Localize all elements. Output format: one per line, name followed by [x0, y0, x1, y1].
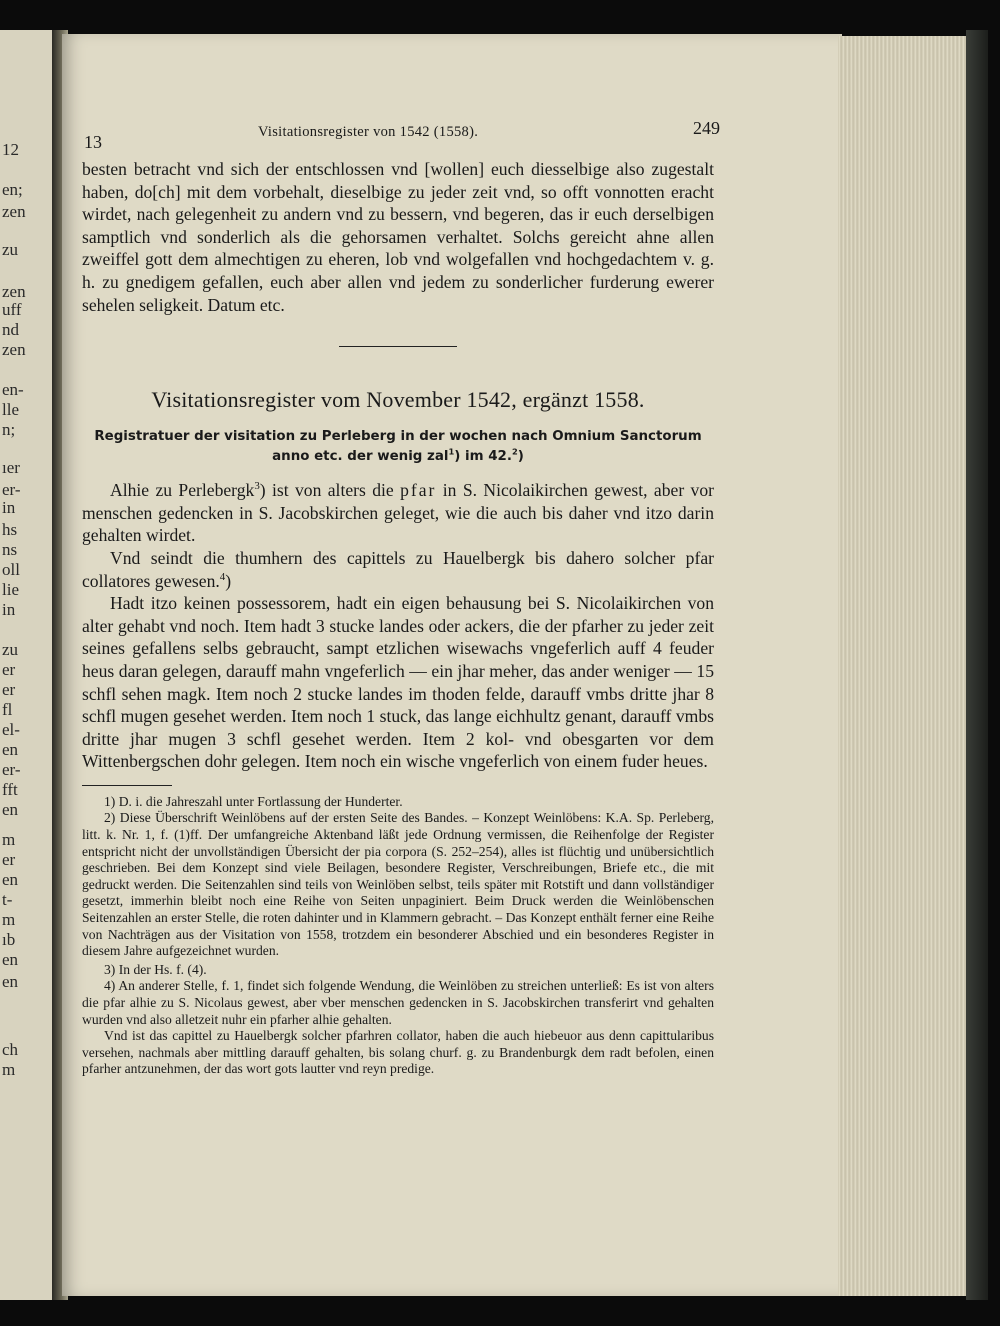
facing-page-fragment: nd	[2, 320, 19, 339]
facing-page-fragment: ch	[2, 1040, 19, 1059]
paragraph-1-part-a: Alhie zu Perlebergk	[110, 480, 255, 501]
facing-page-fragment: er-	[2, 760, 21, 779]
facing-page-fragment: zu	[2, 640, 19, 659]
facing-page-fragment: el-	[2, 720, 20, 739]
intro-paragraph: besten betracht vnd sich der entschlossen vnd [wollen] euch diesselbige also zugestalt haben, do[ch] mit dem vorbehalt, dieselbige zu jeder zeit vnd, so offt vonnotten eracht wirdet, nach gelegenheit zu andern vnd zu bessern, vnd begeren, das ir euch derselbigen samptlich vnd sonderlich als die gehorsamen verhaltet. Solchs gereicht ahne allen zweiffel gott dem almechtigen zu eheren, lob vnd wolgefallen vnd hochgedachtem v. g. h. zu gnedigem gefallen, euch aber allen vnd jedem zu sonderlicher furderung ewerer sehelen seligkeit. Datum etc.	[82, 159, 714, 315]
facing-page-fragment: er-	[2, 480, 21, 499]
facing-page-fragment: zen	[2, 282, 26, 301]
facing-page-fragment: in	[2, 498, 16, 517]
facing-page-fragment: lie	[2, 580, 19, 599]
subtitle-mid: im 42.	[460, 449, 512, 465]
footnote-3: 3) In der Hs. f. (4).	[104, 961, 207, 977]
footnote-4: 4) An anderer Stelle, f. 1, findet sich folgende Wendung, die Weinlöben zu streichen unterließ: Es ist von alters die pfar alhie zu S. Nicolaus gewest, aber vber menschen gedencken in S. Jacobskirchen transferirt vnd gehalten wurden vnd also alletzeit nuhr ein pfarher alhie gehalten.	[82, 978, 714, 1027]
facing-page-fragment: oll	[2, 560, 20, 579]
facing-page-edge	[0, 30, 52, 1300]
footnote-ref-1: 1	[448, 446, 455, 457]
facing-page-fragment: n;	[2, 420, 16, 439]
footnote-ref-2: 2	[511, 446, 518, 457]
paragraph-1-spaced-word: pfar	[400, 480, 437, 501]
facing-page-fragment: en	[2, 950, 19, 969]
facing-page-fragment: ıer	[2, 458, 20, 477]
facing-page-fragment: lle	[2, 400, 19, 419]
section-title: Visitationsregister vom November 1542, ergänzt 1558.	[151, 387, 645, 413]
facing-page-fragment: zen	[2, 340, 26, 359]
facing-page-fragment: en	[2, 800, 19, 819]
facing-page-fragment: m	[2, 1060, 16, 1079]
paragraph-2-part-b: )	[225, 570, 232, 591]
footnote-2: 2) Diese Überschrift Weinlöbens auf der ersten Seite des Bandes. – Konzept Weinlöbens: K.A. Sp. Perleberg, litt. k. Nr. 1, f. (1)ff. Der umfangreiche Aktenband läßt jede Ordnung vermissen, die Reihenfolge der Register entspricht nicht der unvollständigen Übersicht der pia corpora (S. 252–254), alles ist flüchtig und unübersichtlich geschrieben. Bei dem Konzept sind viele Beilagen, besondere Register, Verschreibungen, Briefe etc., die mit gedruckt werden. Die Seitenzahlen sind teils von Weinlöben selbst, teils später mit Rotstift und dann vollständiger gesetzt, immerhin bleibt noch eine Reihe von Seiten unpaginiert. Beim Druck werden die Weinlöbenschen Seitenzahlen an erster Stelle, die roten dahinter und in Klammern gebracht. – Das Konzept enthält ferner eine Reihe von Nachträgen aus der Visitation von 1558, trotzdem ein besonderer Abschied und ein besonderes Register in diesem Jahre aufgezeichnet wurden.	[82, 810, 714, 959]
facing-page-fragment: ıb	[2, 930, 16, 949]
facing-page-fragment: m	[2, 830, 16, 849]
facing-page-fragment: m	[2, 910, 16, 929]
running-header	[82, 118, 720, 158]
page-stack-edge	[838, 36, 978, 1296]
section-subtitle: Registratuer der visitation zu Perleberg in der wochen nach Omnium Sanctorum anno etc. der wenig zal$^1$) im 42.$^2$)	[94, 429, 702, 465]
footnote-divider	[82, 785, 172, 786]
facing-page-fragment: er	[2, 660, 16, 679]
paragraph-1	[82, 479, 714, 547]
facing-page-fragment: ns	[2, 540, 18, 559]
facing-page-fragment: er	[2, 850, 16, 869]
facing-page-fragment: en-	[2, 380, 24, 399]
facing-page-fragment: fft	[2, 780, 18, 799]
subtitle-text: Registratuer der visitation zu Perleberg in der wochen nach Omnium Sanctorum anno etc. der wenig zal	[94, 429, 702, 465]
footnote-ref-4: 4	[219, 570, 226, 583]
facing-page-fragment: t-	[2, 890, 13, 909]
footnote-ref-3: 3	[254, 480, 260, 493]
paragraph-1-part-c: in S. Nicolaikirchen gewest, aber vor menschen gedencken in S. Jacobskirchen geleget, wie die auch bis daher vnd itzo darin gehalten wirdet.	[82, 480, 714, 546]
facing-page-fragment: en	[2, 740, 19, 759]
footnotes	[82, 794, 714, 1078]
paragraph-2-part-a: Vnd seindt die thumhern des capittels zu Hauelbergk bis dahero solcher pfar collatores gewesen.	[82, 547, 714, 591]
facing-page-fragment: 12	[2, 140, 19, 159]
footnote-1: 1) D. i. die Jahreszahl unter Fortlassung der Hunderter.	[104, 793, 403, 809]
facing-page-fragment: hs	[2, 520, 18, 539]
paragraph-2	[82, 547, 714, 592]
footnote-4-quote: Vnd ist das capittel zu Hauelbergk solcher pfarhren collator, haben die auch hiebeuor aus denn capittularibus versehen, nachmals aber mittling darauff gehalten, bis solang churf. g. zu Brandenburgk dem radt befolen, einen pfarher antzunehmen, der das wort gots lautter vnd reyn predige.	[82, 1028, 714, 1077]
header-left-number: 13	[84, 132, 102, 152]
page-content	[82, 118, 720, 1078]
facing-page-fragment: er	[2, 680, 16, 699]
facing-page-fragment: zen	[2, 202, 26, 221]
facing-page-fragment: en	[2, 870, 19, 889]
facing-page-fragment: in	[2, 600, 16, 619]
facing-page-fragment: en	[2, 972, 19, 991]
paragraph-3: Hadt itzo keinen possessorem, hadt ein eigen behausung bei S. Nicolaikirchen von alter gehabt vnd noch. Item hadt 3 stucke landes oder ackers, die der pfarher zu jeder zeit seines gefallens selbs gebraucht, sampt etzlichen wisewachs vngeferlich auff 4 feuder heus daran gelegen, darauff mahn vngeferlich — ein jhar meher, das ander weniger — 15 schfl sehen magk. Item noch 2 stucke landes im thoden felde, darauff vmbs dritte jhar 8 schfl mugen gesehet werden. Item noch 1 stuck, das lange eichhultz genant, darauff vmbs dritte jhar mugen 3 schfl gesehet werden. Item 2 kol- vnd obesgarten vor dem Wittenbergschen dohr gelegen. Item noch ein wische vngeferlich von einem fuder heues.	[82, 593, 714, 772]
facing-page-fragment: fl	[2, 700, 13, 719]
facing-page-fragment: en;	[2, 180, 23, 199]
section-divider	[339, 346, 457, 347]
running-title: Visitationsregister von 1542 (1558).	[258, 124, 479, 140]
subtitle-end: )	[517, 449, 524, 465]
book-cover-edge	[966, 30, 988, 1300]
paragraph-1-part-b: ) ist von alters die	[259, 480, 401, 501]
facing-page-fragment: uff	[2, 300, 22, 319]
facing-page-fragment: zu	[2, 240, 19, 259]
page-number: 249	[693, 118, 720, 138]
